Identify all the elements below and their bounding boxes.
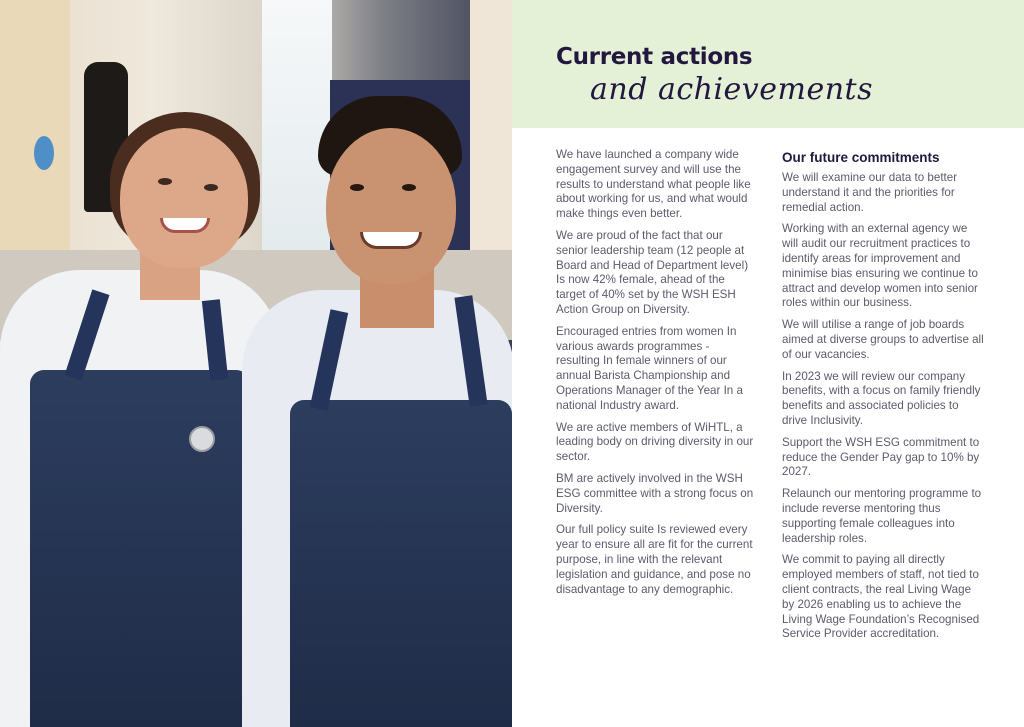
achievement-paragraph: Our full policy suite Is reviewed every year to ensure all are fit for the current purpose, in line with the relevant legislation and guidance, and pose no disadvantage to any demographic. <box>556 523 753 596</box>
achievement-paragraph: We have launched a company wide engagement survey and will use the results to understand what people like about working for us, and what would make things even better. <box>556 148 751 221</box>
woman-face <box>120 128 248 268</box>
content-panel <box>512 0 1024 727</box>
achievement-paragraph: Encouraged entries from women In various awards programmes - resulting In female winners of our annual Barista Championship and Operations Manager of the Year In a national Industry award. <box>556 324 743 412</box>
woman-eye-right <box>204 184 218 191</box>
achievements-column <box>556 148 756 604</box>
man-face <box>326 128 456 284</box>
fob-watch <box>189 426 215 452</box>
man-smile <box>360 232 422 249</box>
commitment-paragraph: We will examine our data to better understand it and the priorities for remedial action. <box>782 171 958 214</box>
woman-smile <box>160 218 210 233</box>
commitment-paragraph: Support the WSH ESG commitment to reduce the Gender Pay gap to 10% by 2027. <box>782 435 980 479</box>
achievement-paragraph: We are proud of the fact that our senior leadership team (12 people at Board and Head of Department level) Is now 42% female, ahead of the target of 40% set by the WSH ESH Action Group on Diversity. <box>556 228 749 316</box>
commitment-paragraph: In 2023 we will review our company benefits, with a focus on family friendly benefits and associated policies to drive Inclusivity. <box>782 369 981 427</box>
commitment-paragraph: Relaunch our mentoring programme to include reverse mentoring thus supporting female colleagues into leadership roles. <box>782 487 982 545</box>
man-apron <box>290 400 512 727</box>
achievement-paragraph: BM are actively involved in the WSH ESG committee with a strong focus on Diversity. <box>556 471 754 515</box>
commitments-heading: Our future commitments <box>782 150 940 165</box>
commitment-paragraph: Working with an external agency we will audit our recruitment practices to identify areas for improvement and minimise bias ensuring we continue to attract and develop women into senior roles within our business. <box>782 222 978 310</box>
page-title: Current actions <box>556 44 753 70</box>
commitment-paragraph: We will utilise a range of job boards aimed at diverse groups to advertise all of our vacancies. <box>782 318 984 361</box>
commitment-paragraph: We commit to paying all directly employed members of staff, not tied to client contracts, the real Living Wage by 2026 enabling us to achieve the Living Wage Foundation’s Recognised Service Provider accreditation. <box>782 553 980 641</box>
man-eye-right <box>402 184 416 191</box>
commitments-column <box>782 148 986 649</box>
man-eye-left <box>350 184 364 191</box>
woman-eye-left <box>158 178 172 185</box>
woman-apron <box>30 370 250 727</box>
page-subtitle-script: and achievements <box>590 72 873 107</box>
wall-sign <box>34 136 54 170</box>
achievement-paragraph: We are active members of WiHTL, a leading body on driving diversity in our sector. <box>556 420 754 464</box>
